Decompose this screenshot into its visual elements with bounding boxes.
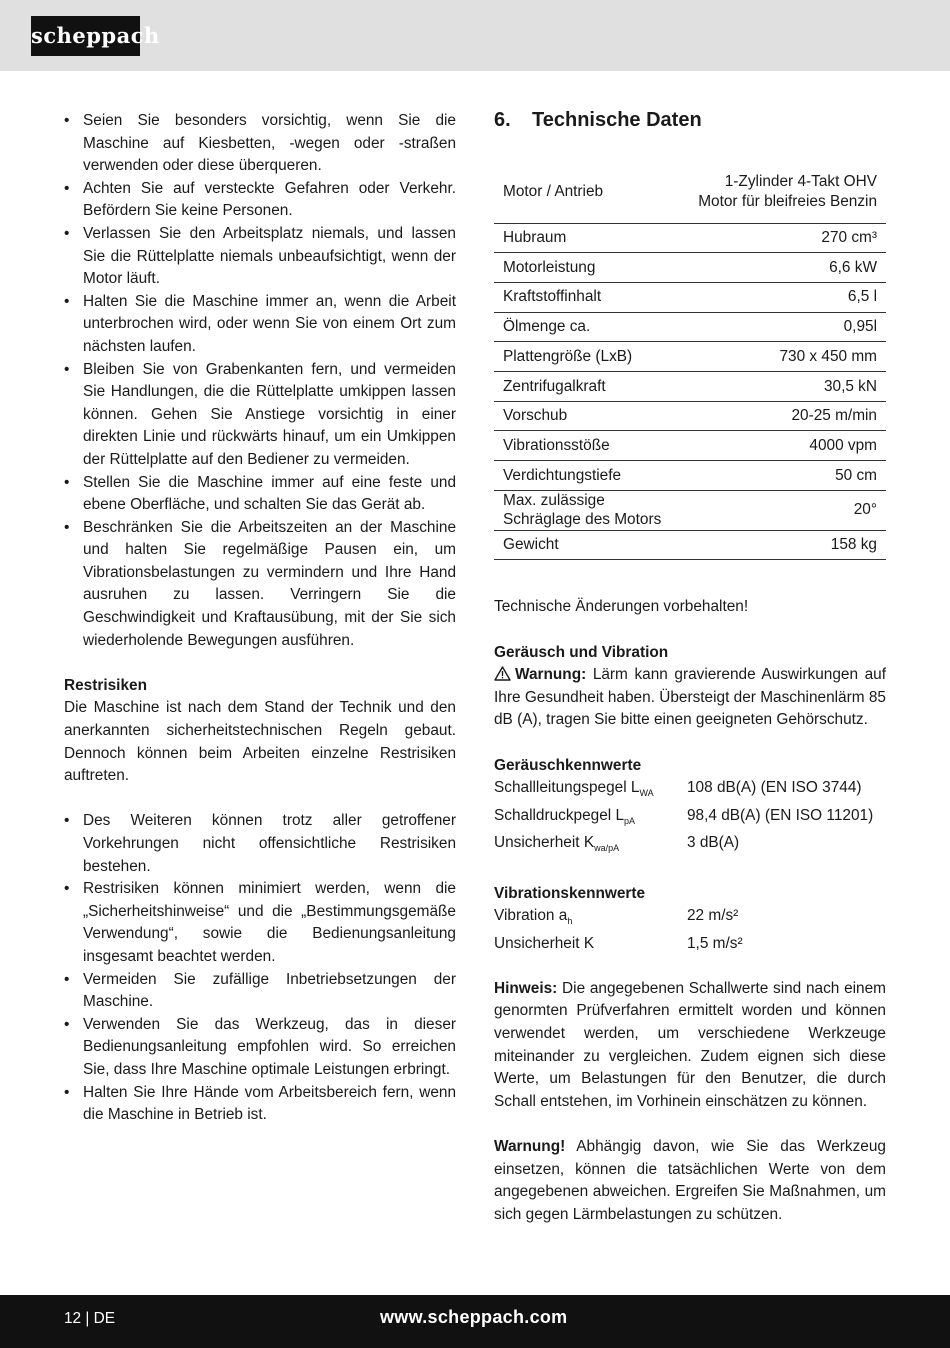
spec-value: 4000 vpm — [686, 431, 886, 461]
list-item: • Verwenden Sie das Werkzeug, das in dieser Bedienungsanleitung empfohlen wird. So erreichen Sie, dass Ihre Maschine optimale Leistungen erbringt. — [64, 1014, 456, 1082]
spec-table — [494, 161, 886, 560]
list-item: • Halten Sie die Maschine immer an, wenn die Arbeit unterbrochen wird, oder wenn Sie von einem Ort zum nächsten laufen. — [64, 291, 456, 359]
noise-subscript: WA — [639, 788, 654, 799]
noise-subscript: wa/pA — [594, 843, 620, 854]
spec-value: 50 cm — [686, 461, 886, 491]
list-item: • Vermeiden Sie zufällige Inbetriebsetzungen der Maschine. — [64, 969, 456, 1014]
list-item: • Des Weiteren können trotz aller getroffener Vorkehrungen nicht offensichtliche Restrisiken bestehen. — [64, 810, 456, 878]
noise-value-row — [494, 805, 886, 833]
warning-text: Lärm kann gravierende Auswirkungen auf Ihre Gesundheit haben. Übersteigt der Maschinenlärm 85 dB (A), tragen Sie bitte einen geeigneten Gehörschutz. — [494, 666, 887, 729]
spec-label: Kraftstoffinhalt — [494, 282, 686, 312]
noise-label: Unsicherheit K — [494, 834, 595, 852]
page-header — [0, 0, 950, 71]
hinweis-label: Hinweis: — [494, 979, 558, 997]
spec-value: 6,6 kW — [686, 253, 886, 283]
left-column — [64, 110, 456, 1127]
safety-bullet-list — [64, 110, 456, 652]
table-row — [494, 461, 886, 491]
website-link[interactable]: www.scheppach.com — [380, 1307, 568, 1327]
table-row — [494, 530, 886, 560]
warnung-label: Warnung! — [494, 1138, 566, 1156]
spec-value: 270 cm³ — [686, 223, 886, 253]
spec-label: Vorschub — [494, 401, 686, 431]
spec-value: 6,5 l — [686, 282, 886, 312]
changes-note: Technische Änderungen vorbehalten! — [494, 598, 749, 616]
spec-label: Max. zulässige Schräglage des Motors — [494, 490, 686, 530]
table-row — [494, 253, 886, 283]
table-row — [494, 490, 886, 530]
list-item: • Restrisiken können minimiert werden, wenn die „Sicherheitshinweise“ und die „Bestimmungsgemäße Verwendung“, sowie die Bedienungsanleitung insgesamt beachtet werden. — [64, 878, 456, 968]
list-item: • Verlassen Sie den Arbeitsplatz niemals, und lassen Sie die Rüttelplatte niemals unbeaufsichtigt, wenn der Motor läuft. — [64, 223, 456, 291]
table-row — [494, 282, 886, 312]
warnung-text: Abhängig davon, wie Sie das Werkzeug einsetzen, können die tatsächlichen Werte von dem angegebenen abweichen. Ergreifen Sie Maßnahmen, um sich gegen Lärmbelastungen zu schützen. — [494, 1138, 886, 1223]
noise-warning — [494, 664, 886, 732]
hinweis-paragraph — [494, 978, 886, 1114]
section-number: 6. — [494, 109, 511, 131]
noise-value-row — [494, 777, 886, 805]
restrisiken-text: Die Maschine ist nach dem Stand der Technik und den anerkannten sicherheitstechnischen Regeln gebaut. Dennoch können beim Arbeiten einzelne Restrisiken auftreten. — [64, 699, 456, 785]
list-item: • Seien Sie besonders vorsichtig, wenn Sie die Maschine auf Kiesbetten, -wegen oder -straßen verwenden oder diese überqueren. — [64, 110, 456, 178]
warning-triangle-icon — [494, 666, 511, 681]
noise-label: Schallleitungspegel L — [494, 779, 640, 797]
vibration-heading: Vibrationskennwerte — [494, 884, 646, 902]
noise-value: 108 dB(A) (EN ISO 3744) — [687, 779, 862, 797]
spec-value: 158 kg — [686, 530, 886, 560]
noise-value: 98,4 dB(A) (EN ISO 11201) — [687, 806, 874, 824]
spec-label: Zentrifugalkraft — [494, 371, 686, 401]
residual-risk-bullet-list — [64, 810, 456, 1126]
table-row — [494, 431, 886, 461]
vibration-value-row — [494, 933, 886, 956]
hinweis-text: Die angegebenen Schallwerte sind nach einem genormten Prüfverfahren ermittelt worden und können verwendet werden, um verschiedene Werkzeuge miteinander zu vergleichen. Zudem eignen sich diese Werte, um Belastungen für den Benutzer, die durch Schall entstehen, im Vorhinein einschätzen zu können. — [494, 979, 886, 1110]
spec-value: 1-Zylinder 4-Takt OHV Motor für bleifreies Benzin — [686, 161, 886, 223]
spec-label: Ölmenge ca. — [494, 312, 686, 342]
list-item: • Beschränken Sie die Arbeitszeiten an der Maschine und halten Sie regelmäßige Pausen ein, um Vibrationsbelastungen zu vermindern und Ihre Hand ausruhen zu lassen. Verringern Sie die Geschwindigkeit und Kraftausübung, mit der Sie sich wiederholende Bewegungen ausführen. — [64, 517, 456, 653]
spec-value: 20° — [686, 490, 886, 530]
list-item: • Bleiben Sie von Grabenkanten fern, und vermeiden Sie Handlungen, die die Rüttelplatte umkippen lassen können. Gehen Sie Anstiege vorsichtig in einer direkten Linie und rückwärts hinauf, um ein Umkippen der Rüttelplatte auf den Bediener zu vermeiden. — [64, 359, 456, 472]
noise-value: 3 dB(A) — [687, 834, 740, 852]
list-item: • Stellen Sie die Maschine immer auf eine feste und ebene Oberfläche, und schalten Sie das Gerät ab. — [64, 472, 456, 517]
spec-label: Hubraum — [494, 223, 686, 253]
noise-subscript: pA — [624, 815, 636, 826]
page-number: 12 | DE — [64, 1310, 116, 1327]
spec-label: Gewicht — [494, 530, 686, 560]
vibration-value-row — [494, 905, 886, 933]
noise-values-heading: Geräuschkennwerte — [494, 756, 642, 774]
table-row — [494, 223, 886, 253]
spec-label: Plattengröße (LxB) — [494, 342, 686, 372]
warning-label: Warnung: — [515, 666, 587, 684]
spec-label: Verdichtungstiefe — [494, 461, 686, 491]
table-row — [494, 161, 886, 223]
spec-label: Motorleistung — [494, 253, 686, 283]
brand-logo: scheppach — [31, 16, 140, 56]
noise-label: Schalldruckpegel L — [494, 806, 625, 824]
vibration-label: Unsicherheit K — [494, 934, 595, 952]
spec-value: 20-25 m/min — [686, 401, 886, 431]
table-row — [494, 312, 886, 342]
spec-label: Motor / Antrieb — [494, 161, 686, 223]
section-title-text: Technische Daten — [532, 109, 702, 131]
vibration-value: 1,5 m/s² — [687, 934, 743, 952]
page-footer — [0, 1295, 950, 1348]
spec-label: Vibrationsstöße — [494, 431, 686, 461]
list-item: • Halten Sie Ihre Hände vom Arbeitsbereich fern, wenn die Maschine in Betrieb ist. — [64, 1082, 456, 1127]
spec-value: 0,95l — [686, 312, 886, 342]
vibration-subscript: h — [567, 916, 573, 927]
vibration-label: Vibration a — [494, 907, 568, 925]
list-item: • Achten Sie auf versteckte Gefahren oder Verkehr. Befördern Sie keine Personen. — [64, 178, 456, 223]
noise-value-row — [494, 832, 886, 860]
section-title — [494, 106, 886, 134]
table-row — [494, 342, 886, 372]
table-row — [494, 371, 886, 401]
warnung-paragraph — [494, 1136, 886, 1226]
restrisiken-heading: Restrisiken — [64, 676, 147, 694]
right-column — [494, 106, 886, 1226]
vibration-value: 22 m/s² — [687, 907, 739, 925]
spec-value: 30,5 kN — [686, 371, 886, 401]
noise-heading: Geräusch und Vibration — [494, 643, 669, 661]
table-row — [494, 401, 886, 431]
spec-value: 730 x 450 mm — [686, 342, 886, 372]
